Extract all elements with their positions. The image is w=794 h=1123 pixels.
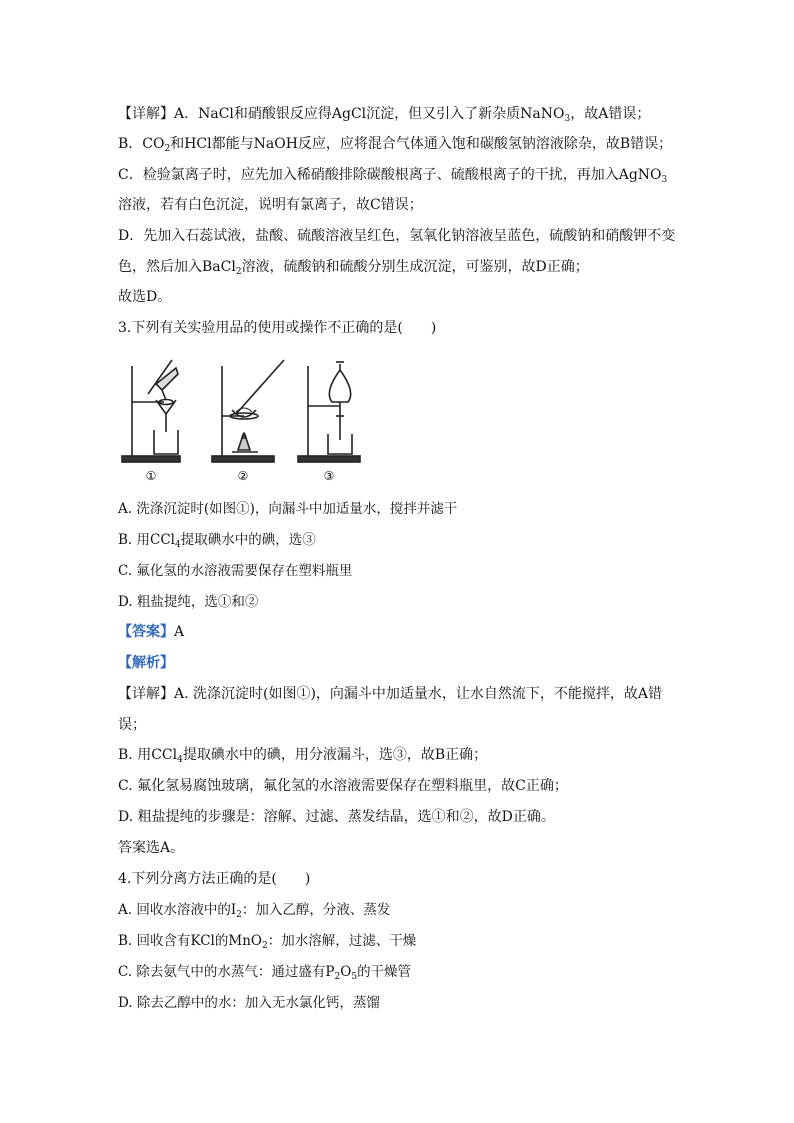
q3-analysis-tag: 【解析】 [118, 655, 174, 671]
fig-label-1: ① [145, 469, 157, 483]
q4-option-d: D. 除去乙醇中的水：加入无水氯化钙，蒸馏 [118, 995, 380, 1011]
q3-detail-b: B. 用CCl$_4$提取碘水中的碘，用分液漏斗，选③，故B正确； [118, 747, 488, 765]
evaporation-apparatus [212, 360, 284, 462]
filtration-apparatus [122, 360, 180, 462]
q2-detail-a: 【详解】A．NaCl和硝酸银反应得AgCl沉淀，但又引入了新杂质NaNO$_3$，故A错误； [118, 106, 651, 124]
q2-detail-d2: 色，然后加入BaCl$_2$溶液，硫酸钠和硫酸分别生成沉淀，可鉴别，故D正确； [118, 259, 589, 277]
q2-detail-c2: 溶液，若有白色沉淀，说明有氯离子，故C错误； [118, 197, 423, 213]
q3-choose: 答案选A。 [118, 840, 185, 856]
q3-detail-c: C. 氟化氢易腐蚀玻璃，氟化氢的水溶液需要保存在塑料瓶里，故C正确； [118, 778, 568, 794]
q3-detail-a1: 【详解】A. 洗涤沉淀时(如图①)，向漏斗中加适量水，让水自然流下，不能搅拌，故A错 [118, 686, 663, 702]
q3-answer: 【答案】A [118, 624, 185, 640]
q3-option-c: C. 氟化氢的水溶液需要保存在塑料瓶里 [118, 563, 353, 579]
q2-choose: 故选D。 [118, 289, 172, 305]
q3-option-b: B. 用CCl$_4$提取碘水中的碘，选③ [118, 532, 316, 550]
q2-detail-c1: C．检验氯离子时，应先加入稀硝酸排除碳酸根离子、硫酸根离子的干扰，再加入AgNO$_3$ [118, 167, 668, 185]
q4-option-c: C. 除去氨气中的水蒸气：通过盛有$P_2O_5$的干燥管 [118, 964, 412, 982]
q3-detail-d: D. 粗盐提纯的步骤是：溶解、过滤、蒸发结晶，选①和②，故D正确。 [118, 809, 555, 825]
q2-detail-d1: D．先加入石蕊试液，盐酸、硫酸溶液呈红色，氢氧化钠溶液呈蓝色，硫酸钠和硝酸钾不变 [118, 228, 676, 244]
q4-option-b: B. 回收含有KCl的MnO$_2$：加水溶解，过滤、干燥 [118, 933, 417, 951]
answer-tag: 【答案】 [118, 624, 174, 640]
q3-option-d: D. 粗盐提纯，选①和② [118, 594, 259, 610]
fig-label-2: ② [237, 469, 249, 483]
detail-tag: 【详解】 [118, 106, 174, 122]
apparatus-figure [118, 354, 368, 486]
q4-option-a: A. 回收水溶液中的$I_2$：加入乙醇，分液、蒸发 [118, 902, 391, 920]
q4-stem: 4.下列分离方法正确的是( ) [118, 871, 311, 887]
fig-label-3: ③ [323, 469, 335, 483]
separatory-funnel-apparatus [298, 362, 360, 462]
q3-detail-a2: 误； [118, 717, 146, 733]
q3-stem: 3.下列有关实验用品的使用或操作不正确的是( ) [118, 320, 437, 336]
q3-option-a: A. 洗涤沉淀时(如图①)，向漏斗中加适量水，搅拌并滤干 [118, 501, 458, 517]
q2-detail-b: B．$CO_2$和HCl都能与NaOH反应，应将混合气体通入饱和碳酸氢钠溶液除杂，故B错误； [118, 136, 673, 154]
